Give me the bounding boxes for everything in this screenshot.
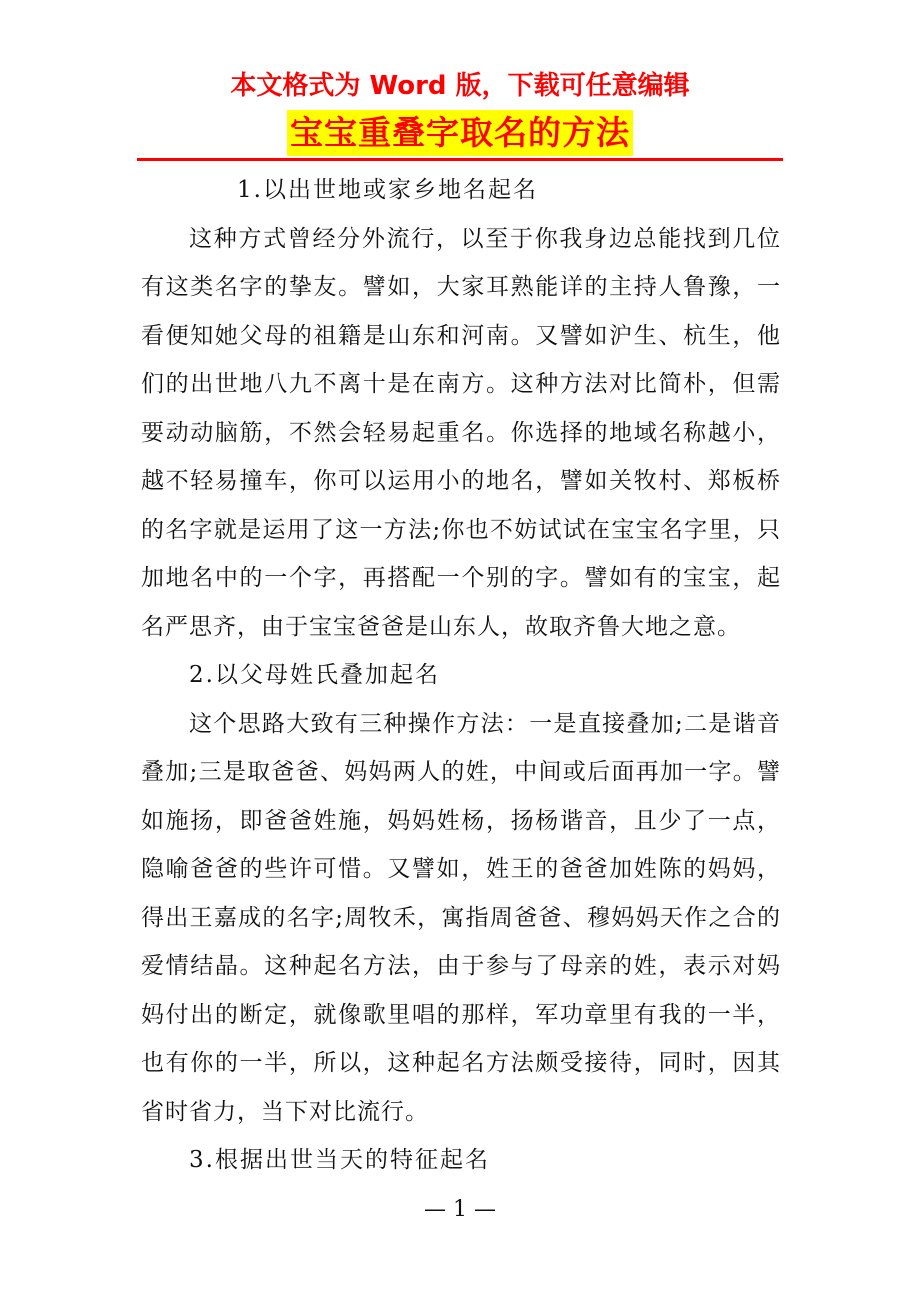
section-paragraph-1: 这种方式曾经分外流行，以至于你我身边总能找到几位有这类名字的挚友。譬如，大家耳熟能详的主持人鲁豫，一看便知她父母的祖籍是山东和河南。又譬如沪生、杭生，他们的出世地八九不离十是在南方。这种方法对比简朴，但需要动动脑筋，不然会轻易起重名。你选择的地域名称越小，越不轻易撞车，你可以运用小的地名，譬如关牧村、郑板桥的名字就是运用了这一方法;你也不妨试试在宝宝名字里，只加地名中的一个字，再搭配一个别的字。譬如有的宝宝，起名严思齐，由于宝宝爸爸是山东人，故取齐鲁大地之意。: [141, 225, 781, 640]
section-heading-1: 1.以出世地或家乡地名起名: [237, 177, 538, 203]
title-divider: [137, 158, 783, 161]
page-number: — 1 —: [424, 1197, 496, 1222]
title-container: [0, 110, 920, 156]
format-notice: 本文格式为 Word 版，下载可任意编辑: [230, 71, 690, 101]
document-body: [141, 166, 781, 1185]
section-heading-3: 3.根据出世当天的特征起名: [189, 1147, 490, 1173]
section-paragraph-2: 这个思路大致有三种操作方法：一是直接叠加;二是谐音叠加;三是取爸爸、妈妈两人的姓，中间或后面再加一字。譬如施扬，即爸爸姓施，妈妈姓杨，扬杨谐音，且少了一点，隐喻爸爸的些许可惜。又譬如，姓王的爸爸加姓陈的妈妈，得出王嘉成的名字;周牧禾，寓指周爸爸、穆妈妈天作之合的爱情结晶。这种起名方法，由于参与了母亲的姓，表示对妈妈付出的断定，就像歌里唱的那样，军功章里有我的一半，也有你的一半，所以，这种起名方法颇受接待，同时，因其省时省力，当下对比流行。: [141, 710, 781, 1125]
section-heading-2: 2.以父母姓氏叠加起名: [189, 662, 440, 688]
document-title: 宝宝重叠字取名的方法: [287, 110, 633, 156]
